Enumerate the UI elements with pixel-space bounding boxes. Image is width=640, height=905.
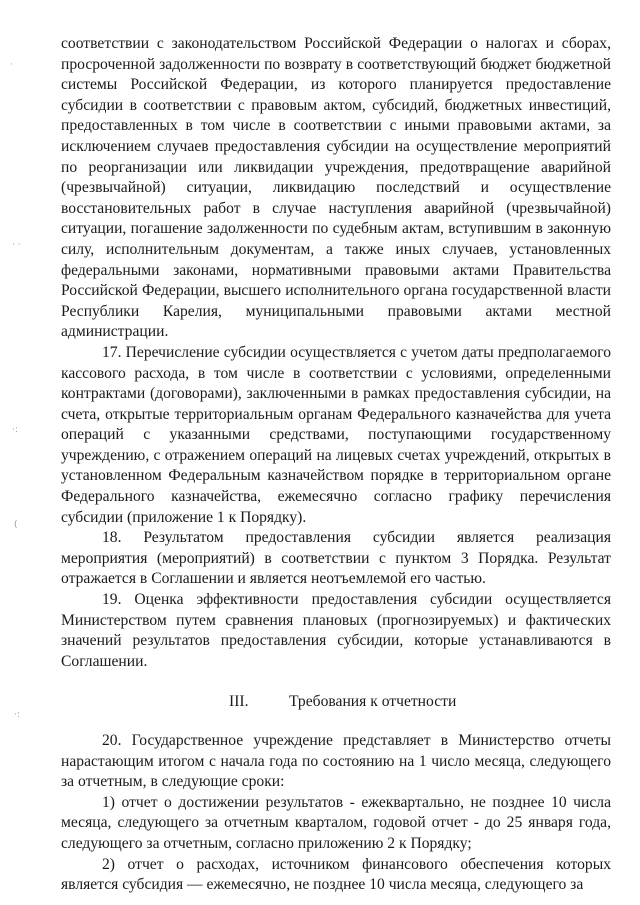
- document-body: [61, 34, 611, 896]
- paragraph-19: 19. Оценка эффективности предоставления субсидии осуществляется Министерством путем сравнения плановых (прогнозируемых) и фактических значений результатов предоставления субсидии, которые устанавливаются в Соглашении.: [61, 591, 611, 670]
- scan-artifact: ·:: [12, 425, 18, 435]
- paragraph-20: 20. Государственное учреждение представляет в Министерство отчеты нарастающим итогом с начала года по состоянию на 1 число месяца, следующего за отчетным, в следующие сроки:: [61, 732, 611, 791]
- section-title: Требования к отчетности: [289, 693, 457, 711]
- paragraph-18: 18. Результатом предоставления субсидии является реализация мероприятия (мероприятий) в соответствии с пунктом 3 Порядка. Результат отражается в Соглашении и является неотъемлемой его частью.: [61, 529, 611, 588]
- paragraph-17: 17. Перечисление субсидии осуществляется с учетом даты предполагаемого кассового расхода, в том числе в соответствии с условиями, определенными контрактами (договорами), заключенными в рамках предоставления субсидии, на счета, открытые территориальным органам Федерального казначейства для учета операций с указанными средствами, поступающими государственному учреждению, с отражением операций на лицевых счетах учреждений, открытых в установленном Федеральным казначейством порядке в территориальном органе Федерального казначейства, ежемесячно согласно графику перечисления субсидии (приложение 1 к Порядку).: [61, 343, 611, 526]
- scan-artifact: ·: [10, 60, 13, 70]
- section-heading: [61, 692, 611, 713]
- list-item-1: 1) отчет о достижении результатов - ежеквартально, не позднее 10 числа месяца, следующего за отчетным кварталом, годовой отчет - до 25 января года, следующего за отчетным, согласно приложению 2 к Порядку;: [61, 793, 611, 852]
- list-item-2: 2) отчет о расходах, источником финансового обеспечения которых является субсидия — ежемесячно, не позднее 10 числа месяца, следующего за: [61, 855, 611, 894]
- section-number: III.: [229, 693, 249, 711]
- paragraph-16-continuation: соответствии с законодательством Российской Федерации о налогах и сборах, просроченной задолженности по возврату в соответствующий бюджет бюджетной системы Российской Федерации, из которого планируется предоставление субсидии в соответствии с правовым актом, субсидий, бюджетных инвестиций, предоставленных в том числе в соответствии с иными правовыми актами, за исключением случаев предоставления субсидии на осуществление мероприятий по реорганизации или ликвидации учреждения, предотвращение аварийной (чрезвычайной) ситуации, ликвидацию последствий и осуществление восстановительных работ в случае наступления аварийной (чрезвычайной) ситуации, погашение задолженности по судебным актам, вступившим в законную силу, исполнительным документам, а также иных случаев, установленных федеральными законами, нормативными правовыми актами Правительства Российской Федерации, высшего исполнительного органа государственной власти Республики Карелия, муниципальными правовыми актами местной администрации.: [61, 35, 611, 341]
- scan-artifact: (: [14, 520, 18, 530]
- scan-artifact: ·:: [14, 710, 20, 720]
- scan-artifact: · ·: [12, 240, 21, 250]
